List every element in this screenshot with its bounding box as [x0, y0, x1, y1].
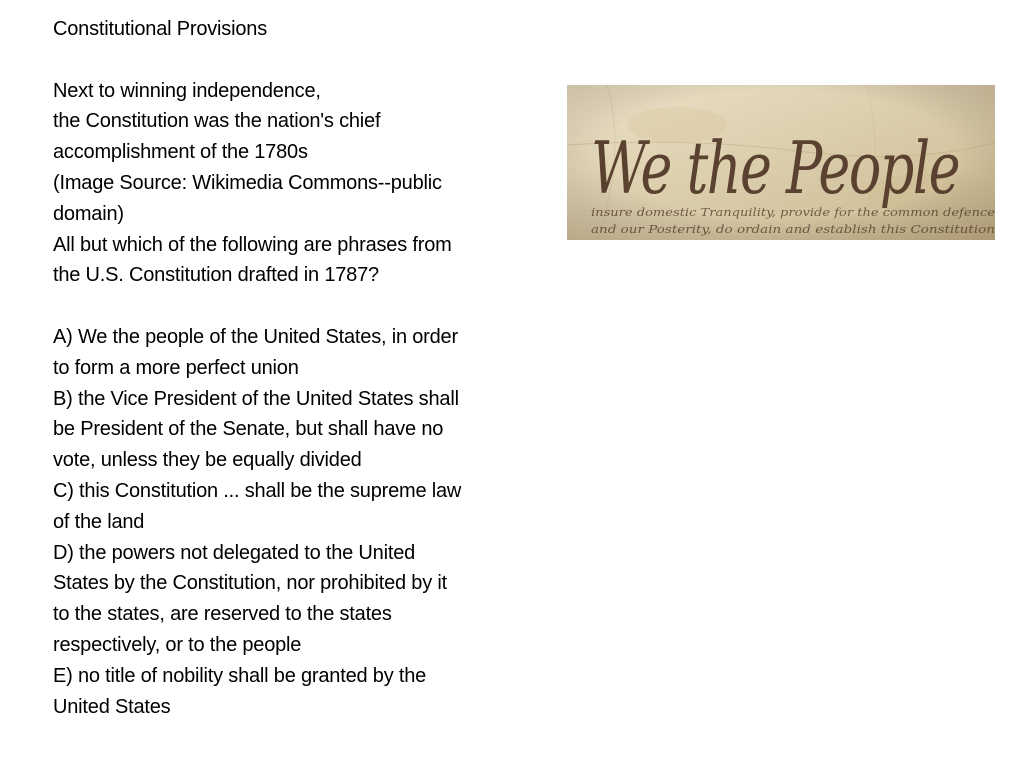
option-e-cont: United States: [53, 695, 171, 718]
option-b-cont: vote, unless they be equally divided: [53, 449, 362, 472]
option-d-cont: respectively, or to the people: [53, 633, 302, 656]
option-c: C) this Constitution ... shall be the supreme law: [53, 479, 462, 502]
we-the-people-image: [567, 85, 995, 240]
slide-title: Constitutional Provisions: [53, 18, 267, 40]
blank-line: [53, 291, 553, 322]
parchment-picture: [567, 85, 995, 240]
blank-line: [53, 45, 553, 76]
intro-line: the Constitution was the nation's chief: [53, 110, 381, 133]
option-e: E) no title of nobility shall be granted by the: [53, 664, 427, 687]
intro-line: Next to winning independence,: [53, 79, 321, 102]
image-source-line: (Image Source: Wikimedia Commons--public: [53, 171, 442, 194]
option-c-cont: of the land: [53, 510, 145, 533]
option-b-cont: be President of the Senate, but shall have no: [53, 418, 444, 441]
question-text-block: [53, 14, 553, 722]
option-d-cont: to the states, are reserved to the states: [53, 603, 392, 626]
option-a: A) We the people of the United States, in order: [53, 325, 458, 348]
option-b: B) the Vice President of the United States shall: [53, 387, 459, 410]
question-prompt-line: the U.S. Constitution drafted in 1787?: [53, 264, 379, 287]
question-prompt-line: All but which of the following are phrases from: [53, 233, 452, 256]
option-d: D) the powers not delegated to the United: [53, 541, 416, 564]
image-source-line: domain): [53, 202, 124, 225]
option-d-cont: States by the Constitution, nor prohibited by it: [53, 572, 447, 595]
intro-line: accomplishment of the 1780s: [53, 141, 308, 164]
option-a-cont: to form a more perfect union: [53, 356, 299, 379]
